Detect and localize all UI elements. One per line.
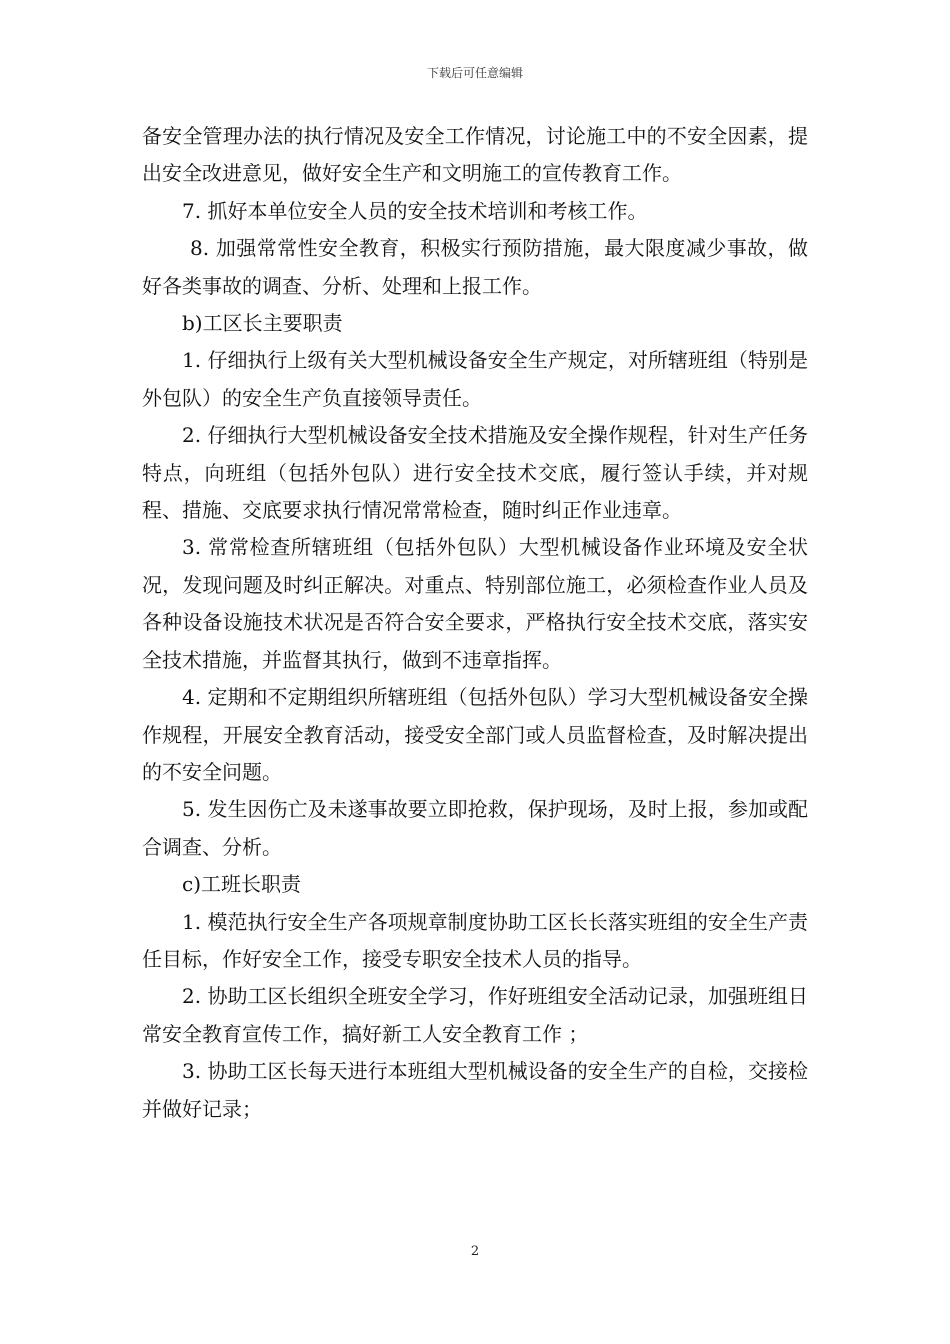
paragraph-b-item-2: 2. 仔细执行大型机械设备安全技术措施及安全操作规程，针对生产任务特点，向班组（包括外包队）进行安全技术交底，履行签认手续，并对规程、措施、交底要求执行情况常常检查，随时纠正作业违章。 <box>142 423 808 523</box>
paragraph-item-7: 7. 抓好本单位安全人员的安全技术培训和考核工作。 <box>182 198 648 223</box>
document-body <box>142 118 808 1128</box>
page-header-note: 下载后可任意编辑 <box>426 66 523 80</box>
paragraph-b-item-4: 4. 定期和不定期组织所辖班组（包括外包队）学习大型机械设备安全操作规程，开展安全教育活动，接受安全部门或人员监督检查，及时解决提出的不安全问题。 <box>142 685 808 784</box>
section-heading-b: b)工区长主要职责 <box>182 311 343 336</box>
paragraph-c-item-3: 3. 协助工区长每天进行本班组大型机械设备的安全生产的自检，交接检并做好记录； <box>142 1059 808 1121</box>
paragraph-item-8: 8. 加强常常性安全教育，积极实行预防措施，最大限度减少事故，做好各类事故的调查、分析、处理和上报工作。 <box>142 236 808 298</box>
paragraph-b-item-3: 3. 常常检查所辖班组（包括外包队）大型机械设备作业环境及安全状况，发现问题及时纠正解决。对重点、特别部位施工，必须检查作业人员及各种设备设施技术状况是否符合安全要求，严格执行安全技术交底，落实安全技术措施，并监督其执行，做到不违章指挥。 <box>142 535 808 672</box>
paragraph-b-item-1: 1. 仔细执行上级有关大型机械设备安全生产规定，对所辖班组（特别是外包队）的安全生产负直接领导责任。 <box>142 348 808 410</box>
paragraph-c-item-2: 2. 协助工区长组织全班安全学习，作好班组安全活动记录，加强班组日常安全教育宣传工作，搞好新工人安全教育工作 ； <box>142 984 808 1046</box>
paragraph-continuation: 备安全管理办法的执行情况及安全工作情况，讨论施工中的不安全因素，提出安全改进意见，做好安全生产和文明施工的宣传教育工作。 <box>142 124 808 186</box>
paragraph-b-item-5: 5. 发生因伤亡及未遂事故要立即抢救，保护现场，及时上报，参加或配合调查、分析。 <box>142 797 808 859</box>
paragraph-c-item-1: 1. 模范执行安全生产各项规章制度协助工区长长落实班组的安全生产责任目标，作好安全工作，接受专职安全技术人员的指导。 <box>142 909 808 971</box>
page-number: 2 <box>470 1244 480 1259</box>
section-heading-c: c)工班长职责 <box>182 872 302 897</box>
